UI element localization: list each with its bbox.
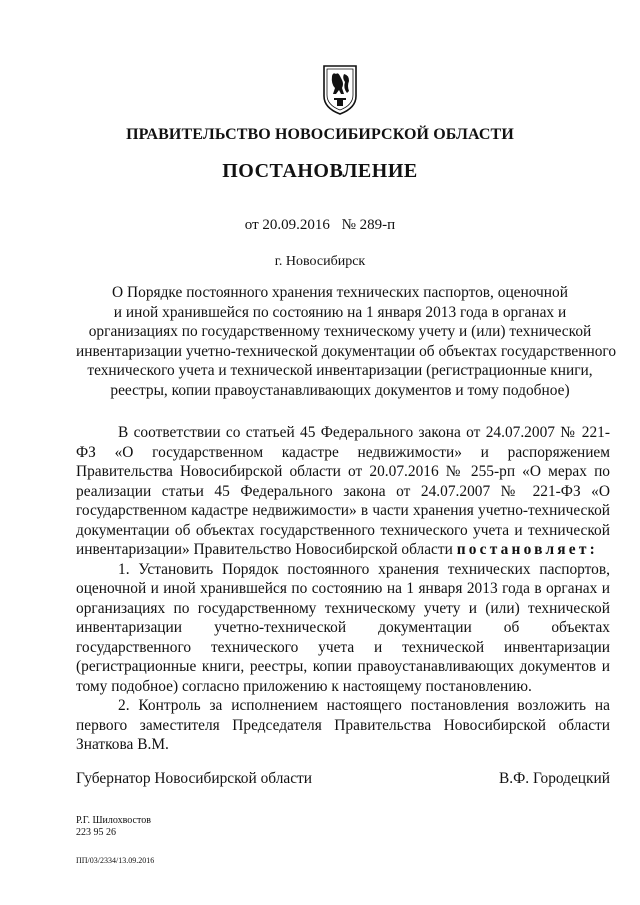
subject-line: и иной хранившейся по состоянию на 1 января 2013 года в органах и (113, 303, 567, 321)
subject-line: организациях по государственному техническому учету и (или) технической (88, 323, 592, 341)
document-reference: ПП/03/2334/13.09.2016 (76, 856, 155, 865)
item-1-paragraph: 1. Установить Порядок постоянного хранения технических паспортов, оценочной и иной хранившейся по состоянию на 1 января 2013 года в органах и организациях по государственному техническому учету и (или) технической инвентаризации учетно-технической документации об объектах государственного технического учета и технической инвентаризации (регистрационные книги, реестры, копии правоустанавливающих документов и тому подобное) согласно приложению к настоящему постановлению. (76, 560, 610, 695)
preamble-paragraph (76, 423, 610, 560)
preamble-text: В соответствии со статьей 45 Федерального закона от 24.07.2007 № 221-ФЗ «О государственном кадастре недвижимости» и распоряжением Правительства Новосибирской области от 20.07.2016 № 255-рп «О мерах по реализации статьи 45 Федерального закона от 24.07.2007 № 221-ФЗ «О государственном кадастре недвижимости» в части хранения учетно-технической документации об объектах государственного технического учета и технической инвентаризации» Правительство Новосибирской области (76, 424, 610, 558)
executor-name: Р.Г. Шилохвостов (76, 815, 151, 826)
signatory-name: В.Ф. Городецкий (498, 770, 610, 787)
subject-line: О Порядке постоянного хранения технических паспортов, оценочной (112, 284, 568, 301)
novosibirsk-coat-of-arms-icon (318, 60, 362, 116)
item-2-paragraph: 2. Контроль за исполнением настоящего постановления возложить на первого заместителя Председателя Правительства Новосибирской области Знаткова В.М. (76, 697, 610, 753)
issuing-authority: ПРАВИТЕЛЬСТВО НОВОСИБИРСКОЙ ОБЛАСТИ (126, 126, 514, 143)
subject-line: инвентаризации учетно-технической документации об объектах государственного (76, 342, 617, 360)
executor-phone: 223 95 26 (76, 827, 116, 838)
document-subject (76, 283, 617, 401)
subject-line: реестры, копии правоустанавливающих документов и тому подобное) (110, 381, 570, 399)
document-body (76, 423, 610, 755)
document-number: № 289-п (341, 217, 396, 233)
document-type: ПОСТАНОВЛЕНИЕ (222, 160, 418, 182)
document-date: от 20.09.2016 (244, 217, 330, 233)
signatory-position: Губернатор Новосибирской области (76, 770, 313, 787)
city: г. Новосибирск (274, 254, 366, 269)
subject-line: технического учета и технической инвентаризации (регистрационные книги, (87, 362, 593, 380)
executor-block (76, 815, 151, 839)
decree-word: постановляет: (456, 541, 598, 558)
date-number-line (0, 217, 640, 234)
